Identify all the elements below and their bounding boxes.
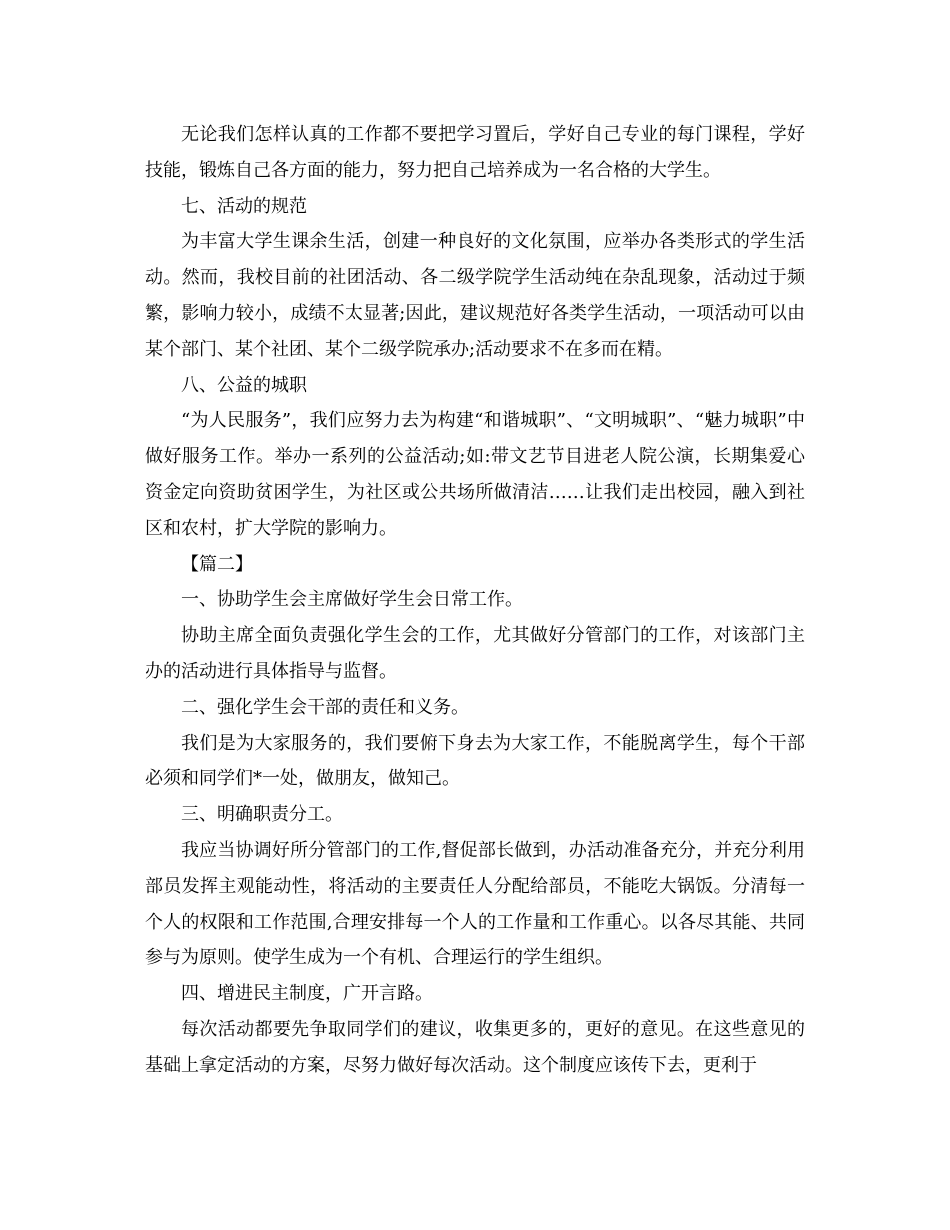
paragraph-division-of-labor: 我应当协调好所分管部门的工作,督促部长做到，办活动准备充分，并充分利用部员发挥主观能动性，将活动的主要责任人分配给部员，不能吃大锅饭。分清每一个人的权限和工作范围,合理安排每一个人的工作量和工作重心。以各尽其能、共同参与为原则。使学生成为一个有机、合理运行的学生组织。 (145, 839, 805, 969)
paragraph-cadre-duty: 我们是为大家服务的，我们要俯下身去为大家工作，不能脱离学生，每个干部必须和同学们*一处，做朋友，做知己。 (145, 732, 805, 790)
heading-assist-chair: 一、协助学生会主席做好学生会日常工作。 (181, 589, 523, 611)
paragraph-democracy: 每次活动都要先争取同学们的建议，收集更多的，更好的意见。在这些意见的基础上拿定活动的方案，尽努力做好每次活动。这个制度应该传下去，更利于 (145, 1018, 805, 1076)
paragraph-assist-chair: 协助主席全面负责强化学生会的工作，尤其做好分管部门的工作，对该部门主办的活动进行具体指导与监督。 (145, 625, 805, 682)
document-body (145, 117, 805, 1084)
paragraph-study: 无论我们怎样认真的工作都不要把学习置后，学好自己专业的每门课程，学好技能，锻炼自己各方面的能力，努力把自己培养成为一名合格的大学生。 (145, 124, 805, 181)
heading-activity-norms: 七、活动的规范 (181, 195, 307, 217)
heading-democracy: 四、增进民主制度，广开言路。 (181, 983, 433, 1005)
heading-division-of-labor: 三、明确职责分工。 (181, 804, 343, 826)
heading-public-welfare: 八、公益的城职 (181, 374, 307, 396)
section-title-part-two: 【篇二】 (181, 553, 253, 575)
paragraph-activity-norms: 为丰富大学生课余生活，创建一种良好的文化氛围，应举办各类形式的学生活动。然而，我校目前的社团活动、各二级学院学生活动纯在杂乱现象，活动过于频繁，影响力较小，成绩不太显著;因此，建议规范好各类学生活动，一项活动可以由某个部门、某个社团、某个二级学院承办;活动要求不在多而在精。 (145, 231, 805, 360)
heading-cadre-duty: 二、强化学生会干部的责任和义务。 (181, 696, 469, 718)
paragraph-public-welfare: “为人民服务”，我们应努力去为构建“和谐城职”、“文明城职”、“魅力城职”中做好服务工作。举办一系列的公益活动;如:带文艺节目进老人院公演，长期集爱心资金定向资助贫困学生，为社区或公共场所做清洁……让我们走出校园，融入到社区和农村，扩大学院的影响力。 (145, 410, 805, 539)
